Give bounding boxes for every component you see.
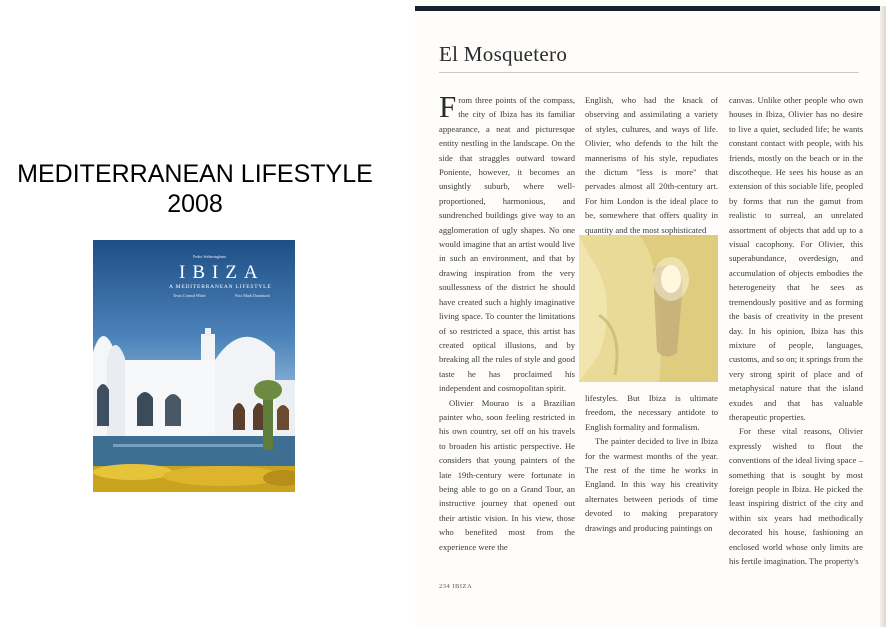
cover-text-credit: Texto Conrad White	[173, 293, 206, 298]
article-column-3	[729, 93, 863, 568]
article-title: El Mosquetero	[439, 42, 568, 66]
title-rule	[439, 72, 859, 73]
article-column-2-bottom	[585, 391, 718, 535]
sconce-image	[579, 235, 718, 382]
paragraph: canvas. Unlike other people who own houses in Ibiza, Olivier has no desire to live a quiet, secluded life; he wants constant contact with people, with his friends, mostly on the beach or in the discotheque. He sees his house as an extension of this sociable life, peopled by forms that run the gamut from realistic to surreal, an unrelated assortment of objects that add up to a visual cacophony. For Olivier, this superabundance, overdesign, and accumulation of objects embodies the heterogeneity that he sees as tremendously positive and as forming the basis of creativity in the present day. In his opinion, Ibiza has this mixture of people, languages, customs, and so on; it springs from the very strong spirit of place and of metaphysical nature that the island exudes and that has valuable therapeutic properties.	[729, 95, 863, 422]
article-column-1	[439, 89, 575, 554]
page-top-bar	[415, 6, 886, 11]
page-footer: 234 IBIZA	[439, 583, 473, 590]
cover-top-credit: Pedro Sotheringham	[193, 254, 226, 259]
cover-photo-credit: Foto Mark Dominach	[235, 293, 270, 298]
paragraph: lifestyles. But Ibiza is ultimate freedom, the necessary antidote to English formality and formalism.	[585, 393, 718, 432]
cover-title: IBIZA	[179, 262, 265, 283]
book-cover	[93, 240, 295, 492]
paragraph: The painter decided to live in Ibiza for the warmest months of the year. The rest of the time he works in England. In this way his creativity alternates between periods of time devoted to making preparatory drawings and producing paintings on	[585, 436, 718, 533]
article-column-2-top	[585, 93, 718, 237]
paragraph: English, who had the knack of observing and assimilating a variety of styles, cultures, and ways of life. Olivier, who defends to the hilt the mannerisms of his style, repudiates the dictum "less is more" that pervades almost all 20th-century art. For him London is the ideal place to be, somewhere that offers quality in quantity and the most sophisticated	[585, 95, 718, 235]
wall-sconce-photo	[579, 235, 718, 382]
paragraph: For these vital reasons, Olivier expressly wished to flout the conventions of the ideal living space – something that is sought by most foreign people in Ibiza. He picked the least inspiring district of the city and within six years had methodically decorated his house, fashioning an enclosed world whose only limits are his fertile imagination. The property's	[729, 426, 863, 566]
headline-title: MEDITERRANEAN LIFESTYLE	[17, 160, 373, 188]
page-edge	[880, 6, 886, 627]
drop-cap: F	[439, 89, 457, 124]
cover-subtitle: A MEDITERRANEAN LIFESTYLE	[169, 284, 272, 290]
paragraph: Olivier Mourao is a Brazilian painter who, soon feeling restricted in his own country, set off on his travels to broaden his artistic perspective. He considers that young painters of the late 19th-century were fortunate in being able to go on a Grand Tour, an instructive journey that opened out their artistic vision. In his view, those who benefited most from the experience were the	[439, 397, 575, 552]
paragraph: rom three points of the compass, the city of Ibiza has its familiar appearance, a neat and picturesque entity nestling in the landscape. On the side that straggles outward toward Poniente, however, it becomes an unsightly suburb, where well-proportioned, harmonious, and sundrenched buildings give way to an agglomeration of ugly shapes. No one would imagine that an artist would live in such an environment, and that by drawing inspiration from the very soullessness of the district he should have created such a highly imaginative living space. To counter the limitations of so restricted a space, this artist has created optical illusions, and by breaking all the rules of style and good taste he has proclaimed his independent and cosmopolitan spirit.	[439, 95, 575, 394]
headline-year: 2008	[167, 190, 223, 218]
